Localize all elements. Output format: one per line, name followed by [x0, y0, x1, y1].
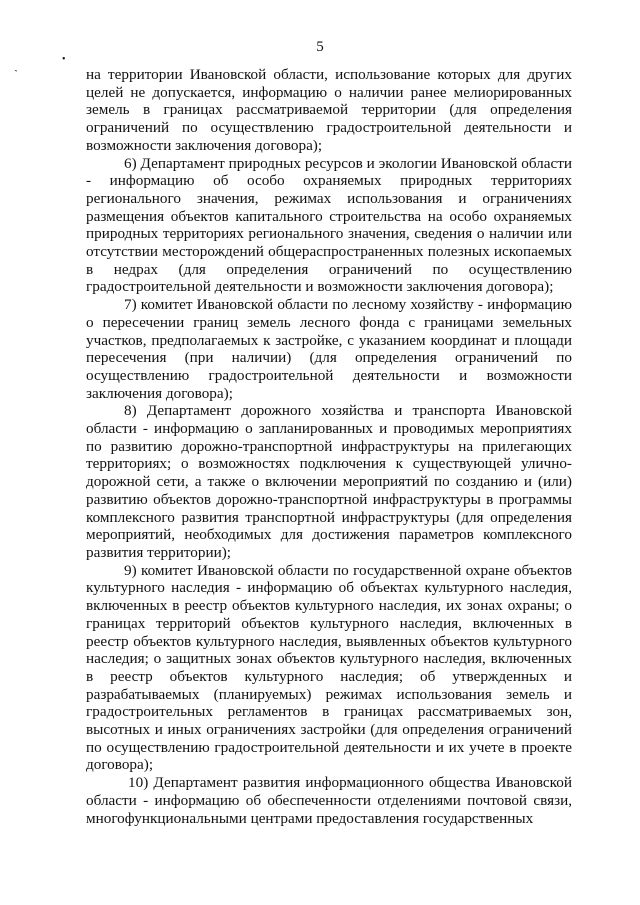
- paragraph-item-10: 10) Департамент развития информационного общества Ивановской области - информацию об обеспеченности отделениями почтовой связи, многофункциональными центрами предоставления государственных: [86, 774, 572, 827]
- scan-mark: •: [62, 54, 66, 65]
- paragraph-item-7: 7) комитет Ивановской области по лесному хозяйству - информацию о пересечении границ земель лесного фонда с границами земельных участков, предполагаемых к застройке, с указанием координат и площади пересечения (при наличии) (для определения ограничений по осуществлению градостроительной деятельности и возможности заключения договора);: [86, 296, 572, 402]
- scan-mark: ˺: [14, 69, 18, 80]
- paragraph-continuation: на территории Ивановской области, использование которых для других целей не допускается, информацию о наличии ранее мелиорированных земель в границах рассматриваемой территории (для определения ограничений по осуществлению градостроительной деятельности и возможности заключения договора);: [86, 66, 572, 154]
- paragraph-item-9: 9) комитет Ивановской области по государственной охране объектов культурного наследия - информацию об объектах культурного наследия, включенных в реестр объектов культурного наследия, их зонах охраны; о границах территорий объектов культурного наследия, включенных в реестр объектов культурного наследия, выявленных объектов культурного наследия; о защитных зонах объектов культурного наследия, включенных в реестр объектов культурного наследия; об утвержденных и разрабатываемых (планируемых) режимах использования земель и градостроительных регламентов в границах рассматриваемых зон, высотных и иных ограничениях застройки (для определения ограничений по осуществлению градостроительной деятельности и их учете в проекте договора);: [86, 561, 572, 774]
- document-body: [86, 66, 572, 827]
- page-number: 5: [316, 39, 324, 55]
- paragraph-item-8: 8) Департамент дорожного хозяйства и транспорта Ивановской области - информацию о запланированных и проводимых мероприятиях по развитию дорожно-транспортной инфраструктуры на прилегающих территориях; о возможностях подключения к существующей улично-дорожной сети, а также о включении мероприятий по созданию и (или) развитию объектов дорожно-транспортной инфраструктуры в программы комплексного развития транспортной инфраструктуры (для определения мероприятий, необходимых для достижения параметров комплексного развития территории);: [86, 402, 572, 561]
- paragraph-item-6: 6) Департамент природных ресурсов и экологии Ивановской области - информацию об особо охраняемых природных территориях регионального значения, режимах использования и ограничениях размещения объектов капитального строительства на особо охраняемых природных территориях регионального значения, сведения о наличии или отсутствии месторождений общераспространенных полезных ископаемых в недрах (для определения ограничений по осуществлению градостроительной деятельности и возможности заключения договора);: [86, 154, 572, 296]
